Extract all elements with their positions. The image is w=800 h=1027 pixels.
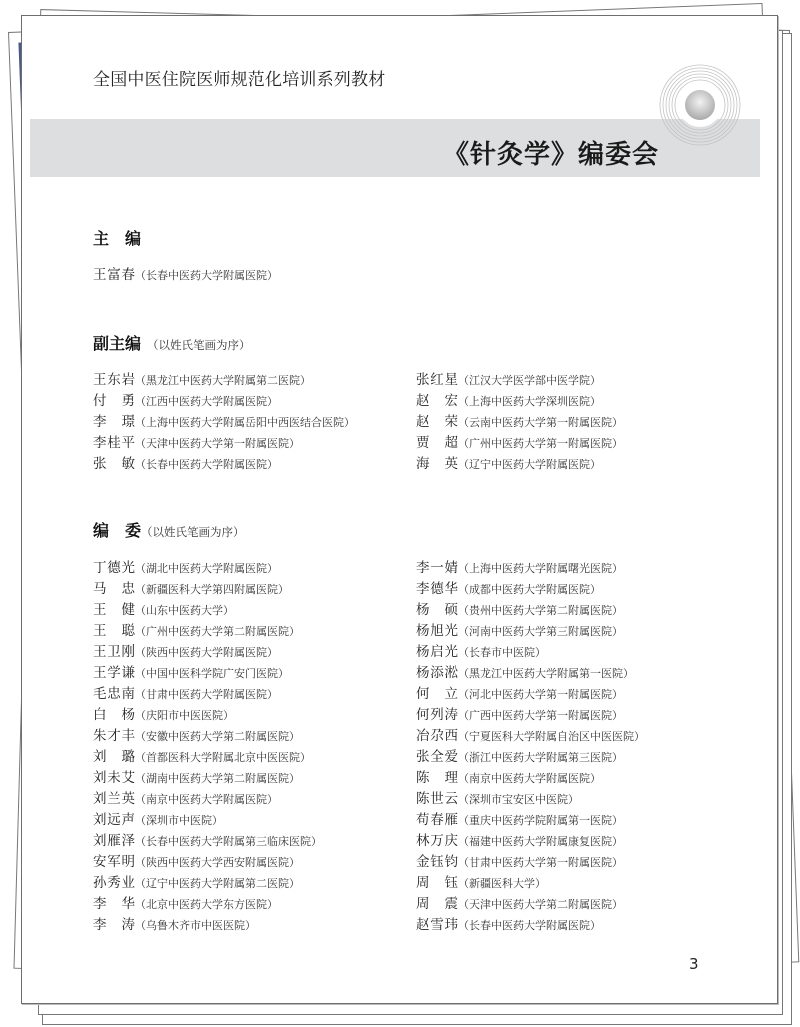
person-affiliation: （江西中医药大学附属医院） bbox=[135, 395, 278, 408]
person-affiliation: （庆阳市中医医院） bbox=[135, 709, 234, 722]
person-affiliation: （长春中医药大学附属第三临床医院） bbox=[135, 835, 322, 848]
list-item bbox=[93, 644, 278, 661]
list-item bbox=[93, 414, 355, 431]
person-affiliation: （成都中医药大学附属医院） bbox=[458, 583, 601, 596]
editorial-board-heading bbox=[93, 518, 245, 541]
person-name: 付 勇 bbox=[93, 393, 135, 409]
list-item bbox=[93, 581, 289, 598]
person-name: 周 震 bbox=[416, 896, 458, 912]
list-item bbox=[93, 602, 234, 619]
list-item bbox=[416, 917, 601, 934]
person-affiliation: （上海中医药大学附属岳阳中西医结合医院） bbox=[135, 416, 355, 429]
list-item bbox=[416, 770, 601, 787]
list-item bbox=[93, 791, 278, 808]
list-item bbox=[416, 707, 623, 724]
person-name: 杨 硕 bbox=[416, 602, 458, 618]
person-name: 王富春 bbox=[93, 267, 135, 283]
deputy-editors-heading bbox=[93, 331, 251, 354]
person-affiliation: （长春中医药大学附属医院） bbox=[135, 269, 278, 282]
person-name: 贾 超 bbox=[416, 435, 458, 451]
person-name: 李 华 bbox=[93, 896, 135, 912]
person-name: 林万庆 bbox=[416, 833, 458, 849]
person-affiliation: （乌鲁木齐市中医医院） bbox=[135, 919, 256, 932]
person-affiliation: （贵州中医药大学第二附属医院） bbox=[458, 604, 623, 617]
series-title: 全国中医住院医师规范化培训系列教材 bbox=[93, 70, 386, 90]
person-name: 白 杨 bbox=[93, 707, 135, 723]
person-name: 刘 璐 bbox=[93, 749, 135, 765]
person-affiliation: （黑龙江中医药大学附属第二医院） bbox=[135, 374, 311, 387]
person-affiliation: （长春中医药大学附属医院） bbox=[458, 919, 601, 932]
person-affiliation: （新疆医科大学第四附属医院） bbox=[135, 583, 289, 596]
person-affiliation: （天津中医药大学第一附属医院） bbox=[135, 437, 300, 450]
person-name: 刘未艾 bbox=[93, 770, 135, 786]
person-name: 孙秀业 bbox=[93, 875, 135, 891]
person-affiliation: （中国中医科学院广安门医院） bbox=[135, 667, 289, 680]
person-affiliation: （重庆中医药学院附属第一医院） bbox=[458, 814, 623, 827]
person-affiliation: （安徽中医药大学第二附属医院） bbox=[135, 730, 300, 743]
book-title: 《针灸学》编委会 bbox=[442, 140, 659, 170]
person-affiliation: （浙江中医药大学附属第三医院） bbox=[458, 751, 623, 764]
person-affiliation: （河南中医药大学第三附属医院） bbox=[458, 625, 623, 638]
person-affiliation: （上海中医药大学深圳医院） bbox=[458, 395, 601, 408]
list-item bbox=[93, 812, 223, 829]
list-item bbox=[93, 707, 234, 724]
person-affiliation: （湖南中医药大学第二附属医院） bbox=[135, 772, 300, 785]
person-name: 何列涛 bbox=[416, 707, 458, 723]
person-affiliation: （天津中医药大学第二附属医院） bbox=[458, 898, 623, 911]
person-affiliation: （广州中医药大学第一附属医院） bbox=[458, 437, 623, 450]
person-name: 张红星 bbox=[416, 372, 458, 388]
person-name: 王 聪 bbox=[93, 623, 135, 639]
person-name: 王 健 bbox=[93, 602, 135, 618]
list-item bbox=[416, 686, 623, 703]
person-name: 海 英 bbox=[416, 456, 458, 472]
person-name: 赵 宏 bbox=[416, 393, 458, 409]
person-name: 李 涛 bbox=[93, 917, 135, 933]
list-item bbox=[93, 770, 300, 787]
person-name: 何 立 bbox=[416, 686, 458, 702]
list-item bbox=[416, 665, 634, 682]
list-item bbox=[416, 560, 623, 577]
person-name: 杨添淞 bbox=[416, 665, 458, 681]
list-item bbox=[93, 456, 278, 473]
person-name: 陈世云 bbox=[416, 791, 458, 807]
list-item bbox=[93, 875, 300, 892]
list-item bbox=[416, 644, 546, 661]
list-item bbox=[93, 749, 311, 766]
person-affiliation: （辽宁中医药大学附属第二医院） bbox=[135, 877, 300, 890]
list-item bbox=[416, 812, 623, 829]
person-affiliation: （南京中医药大学附属医院） bbox=[458, 772, 601, 785]
person-affiliation: （深圳市中医院） bbox=[135, 814, 223, 827]
chief-editor-entry bbox=[93, 267, 278, 284]
list-item bbox=[93, 728, 300, 745]
list-item bbox=[93, 854, 300, 871]
chief-editor-heading-text: 主 编 bbox=[93, 229, 142, 248]
chief-editor-heading bbox=[93, 226, 141, 249]
person-name: 朱才丰 bbox=[93, 728, 135, 744]
person-affiliation: （陕西中医药大学附属医院） bbox=[135, 646, 278, 659]
person-affiliation: （南京中医药大学附属医院） bbox=[135, 793, 278, 806]
list-item bbox=[416, 623, 623, 640]
person-name: 马 忠 bbox=[93, 581, 135, 597]
deputy-editors-heading-text: 副主编 bbox=[93, 334, 142, 353]
person-affiliation: （上海中医药大学附属曙光医院） bbox=[458, 562, 623, 575]
list-item bbox=[416, 875, 546, 892]
person-name: 刘兰英 bbox=[93, 791, 135, 807]
document-page bbox=[21, 15, 778, 1004]
list-item bbox=[93, 393, 278, 410]
person-affiliation: （辽宁中医药大学附属医院） bbox=[458, 458, 601, 471]
person-name: 王卫刚 bbox=[93, 644, 135, 660]
list-item bbox=[416, 393, 601, 410]
person-name: 丁德光 bbox=[93, 560, 135, 576]
page-number: 3 bbox=[689, 955, 699, 973]
list-item bbox=[93, 435, 300, 452]
person-affiliation: （首都医科大学附属北京中医医院） bbox=[135, 751, 311, 764]
person-name: 王学谦 bbox=[93, 665, 135, 681]
list-item bbox=[93, 560, 278, 577]
person-name: 金钰钧 bbox=[416, 854, 458, 870]
list-item bbox=[93, 896, 278, 913]
person-name: 杨启光 bbox=[416, 644, 458, 660]
person-name: 陈 理 bbox=[416, 770, 458, 786]
list-item bbox=[416, 896, 623, 913]
list-item bbox=[416, 791, 579, 808]
deputy-editors-sort-note: （以姓氏笔画为序） bbox=[147, 338, 251, 352]
list-item bbox=[93, 665, 289, 682]
person-name: 刘雁泽 bbox=[93, 833, 135, 849]
person-affiliation: （宁夏医科大学附属自治区中医医院） bbox=[458, 730, 645, 743]
person-name: 周 钰 bbox=[416, 875, 458, 891]
list-item bbox=[93, 372, 311, 389]
person-affiliation: （山东中医药大学） bbox=[135, 604, 234, 617]
person-affiliation: （长春市中医院） bbox=[458, 646, 546, 659]
list-item bbox=[93, 623, 300, 640]
list-item bbox=[416, 602, 623, 619]
person-name: 安军明 bbox=[93, 854, 135, 870]
person-affiliation: （云南中医药大学第一附属医院） bbox=[458, 416, 623, 429]
person-name: 王东岩 bbox=[93, 372, 135, 388]
list-item bbox=[416, 749, 623, 766]
list-item bbox=[93, 917, 256, 934]
person-name: 李桂平 bbox=[93, 435, 135, 451]
person-name: 李一婧 bbox=[416, 560, 458, 576]
person-name: 毛忠南 bbox=[93, 686, 135, 702]
person-affiliation: （北京中医药大学东方医院） bbox=[135, 898, 278, 911]
person-name: 张 敏 bbox=[93, 456, 135, 472]
person-name: 赵 荣 bbox=[416, 414, 458, 430]
person-affiliation: （湖北中医药大学附属医院） bbox=[135, 562, 278, 575]
list-item bbox=[416, 372, 601, 389]
person-affiliation: （黑龙江中医药大学附属第一医院） bbox=[458, 667, 634, 680]
list-item bbox=[416, 728, 645, 745]
list-item bbox=[416, 854, 623, 871]
person-name: 赵雪玮 bbox=[416, 917, 458, 933]
person-name: 苟春雁 bbox=[416, 812, 458, 828]
person-name: 刘远声 bbox=[93, 812, 135, 828]
list-item bbox=[93, 833, 322, 850]
person-name: 李德华 bbox=[416, 581, 458, 597]
person-affiliation: （河北中医药大学第一附属医院） bbox=[458, 688, 623, 701]
list-item bbox=[416, 581, 601, 598]
person-affiliation: （广州中医药大学第二附属医院） bbox=[135, 625, 300, 638]
list-item bbox=[416, 456, 601, 473]
person-name: 张全爱 bbox=[416, 749, 458, 765]
person-name: 李 璟 bbox=[93, 414, 135, 430]
editorial-board-sort-note: （以姓氏笔画为序） bbox=[141, 525, 245, 539]
person-affiliation: （广西中医药大学第一附属医院） bbox=[458, 709, 623, 722]
person-affiliation: （深圳市宝安区中医院） bbox=[458, 793, 579, 806]
person-affiliation: （江汉大学医学部中医学院） bbox=[458, 374, 601, 387]
person-affiliation: （陕西中医药大学西安附属医院） bbox=[135, 856, 300, 869]
person-affiliation: （新疆医科大学） bbox=[458, 877, 546, 890]
concentric-circles-icon bbox=[659, 64, 741, 146]
person-affiliation: （长春中医药大学附属医院） bbox=[135, 458, 278, 471]
person-affiliation: （福建中医药大学附属康复医院） bbox=[458, 835, 623, 848]
list-item bbox=[416, 833, 623, 850]
list-item bbox=[416, 435, 623, 452]
person-affiliation: （甘肃中医药大学第一附属医院） bbox=[458, 856, 623, 869]
person-name: 杨旭光 bbox=[416, 623, 458, 639]
person-affiliation: （甘肃中医药大学附属医院） bbox=[135, 688, 278, 701]
person-name: 冶尕西 bbox=[416, 728, 458, 744]
list-item bbox=[416, 414, 623, 431]
editorial-board-heading-text: 编 委 bbox=[93, 521, 142, 540]
list-item bbox=[93, 686, 278, 703]
